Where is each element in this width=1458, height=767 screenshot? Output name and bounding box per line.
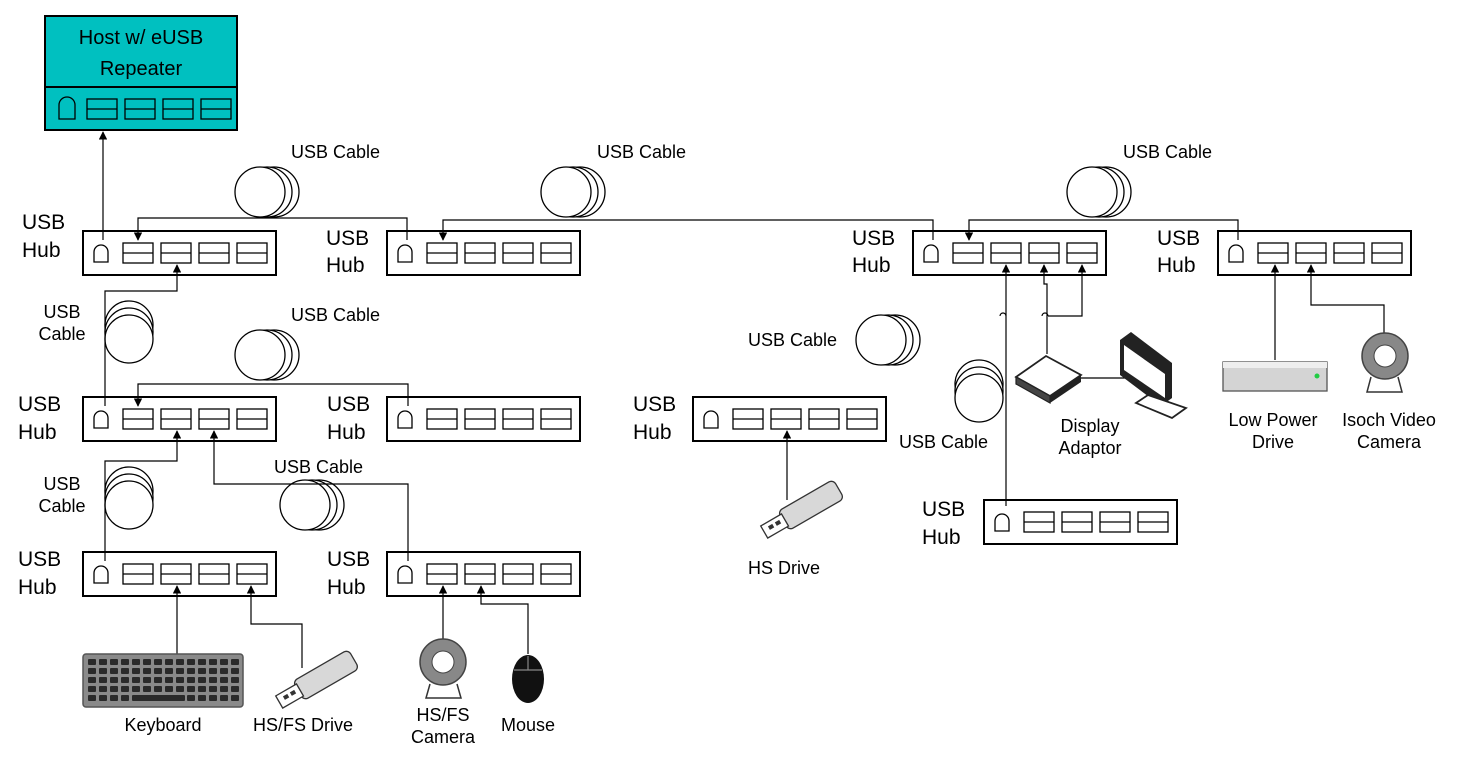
keyboard-key: [143, 677, 151, 683]
keyboard-key: [88, 695, 96, 701]
keyboard-key: [132, 686, 140, 692]
hub-label-line2: Hub: [852, 254, 891, 277]
keyboard-key: [187, 686, 195, 692]
cable-coil-icon: [235, 167, 299, 217]
keyboard-key: [187, 659, 195, 665]
mouse-label: Mouse: [500, 715, 556, 735]
host-title-line2: Repeater: [99, 58, 183, 80]
keyboard-key: [209, 668, 217, 674]
hub-label-line1: USB: [633, 393, 677, 416]
cable-coil-icon: [1067, 167, 1131, 217]
cable-label: USB Cable: [291, 305, 381, 325]
keyboard-key: [88, 677, 96, 683]
keyboard-key: [99, 659, 107, 665]
keyboard-key: [231, 677, 239, 683]
keyboard-key: [187, 695, 195, 701]
usb-hub: [1218, 231, 1411, 275]
keyboard-spacebar: [132, 695, 185, 701]
cable-coils-layer: [105, 167, 1131, 530]
keyboard-label: Keyboard: [124, 715, 202, 735]
cable-label-line2: Cable: [38, 496, 86, 516]
keyboard-key: [110, 686, 118, 692]
webcam-icon: [1362, 333, 1408, 392]
keyboard-key: [209, 659, 217, 665]
keyboard-key: [154, 677, 162, 683]
hsfs-drive-label: HS/FS Drive: [252, 715, 354, 735]
keyboard-key: [220, 668, 228, 674]
keyboard-key: [165, 677, 173, 683]
keyboard-key: [121, 695, 129, 701]
hub-label-line1: USB: [1157, 227, 1201, 250]
hub-label-line2: Hub: [1157, 254, 1196, 277]
hs-drive-label: HS Drive: [747, 558, 821, 578]
monitor-icon: [1120, 332, 1186, 418]
keyboard-key: [198, 659, 206, 665]
keyboard-key: [121, 677, 129, 683]
keyboard-key: [99, 686, 107, 692]
hub-label-line1: USB: [327, 548, 371, 571]
cable-label: USB Cable: [748, 330, 838, 350]
keyboard-key: [231, 668, 239, 674]
cable-label-line1: USB: [43, 302, 81, 322]
cable-label-line2: Cable: [38, 324, 86, 344]
keyboard-key: [99, 668, 107, 674]
hub-label-line1: USB: [326, 227, 370, 250]
hub-label-line1: USB: [852, 227, 896, 250]
cable-coil-icon: [541, 167, 605, 217]
keyboard-key: [231, 659, 239, 665]
usb-hub: [387, 552, 580, 596]
webcam-icon: [420, 639, 466, 698]
keyboard-key: [198, 668, 206, 674]
hub-label-line1: USB: [22, 211, 66, 234]
keyboard-key: [143, 686, 151, 692]
hub-label-line2: Hub: [326, 254, 365, 277]
keyboard-key: [220, 686, 228, 692]
hub-label-line2: Hub: [922, 526, 961, 549]
keyboard-key: [187, 677, 195, 683]
usb-hub: [83, 231, 276, 275]
usb-hub: [984, 500, 1177, 544]
keyboard-key: [231, 686, 239, 692]
keyboard-key: [220, 677, 228, 683]
keyboard-key: [121, 686, 129, 692]
keyboard-key: [176, 659, 184, 665]
cable-coil-icon: [105, 301, 153, 363]
cable-coil-icon: [280, 480, 344, 530]
usb-hub: [83, 552, 276, 596]
keyboard-key: [176, 677, 184, 683]
keyboard-key: [132, 677, 140, 683]
keyboard-key: [209, 677, 217, 683]
hubs-layer: [83, 231, 1411, 596]
keyboard-key: [110, 695, 118, 701]
keyboard-key: [220, 659, 228, 665]
keyboard-key: [110, 677, 118, 683]
host-title-line1: Host w/ eUSB: [78, 27, 204, 49]
cable-coil-icon: [856, 315, 920, 365]
keyboard-key: [165, 659, 173, 665]
usb-hub: [387, 397, 580, 441]
keyboard-key: [198, 686, 206, 692]
cable-label: USB Cable: [291, 142, 381, 162]
keyboard-key: [121, 668, 129, 674]
hub-label-line2: Hub: [633, 421, 672, 444]
hub-label-line1: USB: [922, 498, 966, 521]
keyboard-key: [198, 677, 206, 683]
low-power-drive-label-line1: Low Power: [1228, 410, 1318, 430]
keyboard-key: [165, 668, 173, 674]
keyboard-key: [88, 659, 96, 665]
keyboard-key: [110, 659, 118, 665]
cable-label: USB Cable: [899, 432, 989, 452]
hub-label-line1: USB: [18, 393, 62, 416]
keyboard-key: [99, 695, 107, 701]
keyboard-key: [121, 659, 129, 665]
keyboard-key: [154, 668, 162, 674]
cable-coil-icon: [235, 330, 299, 380]
keyboard-key: [187, 668, 195, 674]
keyboard-key: [176, 668, 184, 674]
cable-coil-icon: [955, 360, 1003, 422]
cable-label-line1: USB: [43, 474, 81, 494]
hub-label-line2: Hub: [18, 576, 57, 599]
display-adaptor-icon: [1016, 356, 1081, 403]
usb-hub: [387, 231, 580, 275]
flash-drive-icon: [759, 479, 844, 541]
hsfs-camera-label-line2: Camera: [410, 727, 476, 747]
keyboard-key: [132, 668, 140, 674]
cable-coil-icon: [105, 467, 153, 529]
keyboard-key: [143, 668, 151, 674]
keyboard-key: [154, 686, 162, 692]
isoch-camera-label-line1: Isoch Video: [1342, 410, 1436, 430]
cable-label: USB Cable: [274, 457, 364, 477]
display-adaptor-label-line1: Display: [1060, 416, 1120, 436]
keyboard-key: [143, 659, 151, 665]
cable-label: USB Cable: [597, 142, 687, 162]
low-power-drive-label-line2: Drive: [1251, 432, 1295, 452]
hub-label-line2: Hub: [327, 576, 366, 599]
keyboard-key: [154, 659, 162, 665]
keyboard-key: [209, 695, 217, 701]
keyboard-key: [198, 695, 206, 701]
hub-label-line2: Hub: [22, 239, 61, 262]
keyboard-key: [176, 686, 184, 692]
usb-hub: [913, 231, 1106, 275]
hub-label-line2: Hub: [327, 421, 366, 444]
keyboard-key: [220, 695, 228, 701]
hub-label-line2: Hub: [18, 421, 57, 444]
hard-drive-icon: [1223, 362, 1327, 391]
keyboard-key: [231, 695, 239, 701]
usb-hub: [83, 397, 276, 441]
host-box: [45, 16, 237, 130]
keyboard-key: [99, 677, 107, 683]
display-adaptor-label-line2: Adaptor: [1058, 438, 1122, 458]
keyboard-icon: [83, 654, 243, 707]
keyboard-key: [110, 668, 118, 674]
keyboard-key: [132, 659, 140, 665]
keyboard-key: [209, 686, 217, 692]
mouse-icon: [512, 655, 544, 703]
usb-hub: [693, 397, 886, 441]
keyboard-key: [88, 686, 96, 692]
flash-drive-icon: [274, 649, 359, 711]
keyboard-key: [88, 668, 96, 674]
hub-label-line1: USB: [18, 548, 62, 571]
cable-label: USB Cable: [1123, 142, 1213, 162]
keyboard-key: [165, 686, 173, 692]
isoch-camera-label-line2: Camera: [1356, 432, 1422, 452]
hub-label-line1: USB: [327, 393, 371, 416]
hsfs-camera-label-line1: HS/FS: [416, 705, 470, 725]
